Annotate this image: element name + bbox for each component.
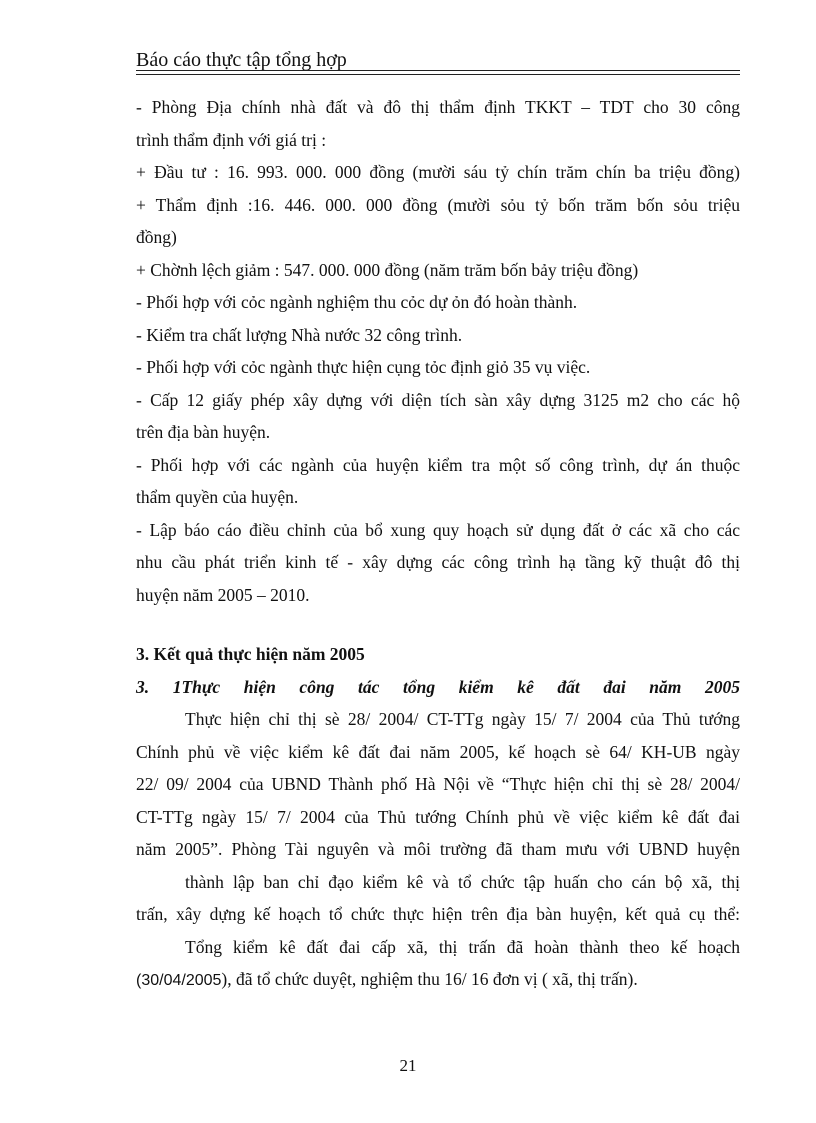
page-header: [136, 48, 740, 76]
body-text: 22/ 09/ 2004 của UBND Thành phố Hà Nội về “Thực hiện chỉ thị sè 28/ 2004/: [136, 774, 740, 794]
body-text: trấn, xây dựng kế hoạch tổ chức thực hiện trên địa bàn huyện, kết quả cụ thể:: [136, 904, 740, 924]
body-line: [136, 449, 740, 482]
subsection-heading-text: 3. 1Thực hiện công tác tổng kiểm kê đất đai năm 2005: [136, 676, 740, 697]
body-text: + Thẩm định :16. 446. 000. 000 đồng (mười sỏu tỷ bốn trăm bốn sỏu triệu: [136, 194, 740, 215]
body-line: [136, 866, 740, 899]
body-text: thành lập ban chỉ đạo kiểm kê và tổ chức tập huấn cho cán bộ xã, thị: [185, 871, 740, 892]
body-text: trên địa bàn huyện.: [136, 422, 271, 442]
body-text: - Phối hợp với các ngành của huyện kiểm tra một số công trình, dự án thuộc: [136, 454, 740, 475]
body-line: [136, 579, 740, 612]
body-text: CT-TTg ngày 15/ 7/ 2004 của Thủ tướng Chính phủ về việc kiểm kê đất đai: [136, 806, 740, 827]
body-line: [136, 833, 740, 866]
body-line: [136, 124, 740, 157]
body-text: huyện năm 2005 – 2010.: [136, 584, 310, 605]
body-text: năm 2005”. Phòng Tài nguyên và môi trường đã tham mưu với UBND huyện: [136, 839, 740, 859]
body-text: - Cấp 12 giấy phép xây dựng với diện tích sàn xây dựng 3125 m2 cho các hộ: [136, 389, 740, 410]
body-line: [136, 416, 740, 449]
body-line: [136, 319, 740, 352]
header-rule-thick: [136, 70, 740, 71]
body-line: [136, 384, 740, 417]
body-text: + Đầu tư : 16. 993. 000. 000 đồng (mười sáu tỷ chín trăm chín ba triệu đồng): [136, 162, 740, 182]
body-line: [136, 351, 740, 384]
paragraph-gap: [136, 611, 740, 638]
body-text: - Phối hợp với cỏc ngành thực hiện cụng tỏc định giỏ 35 vụ việc.: [136, 357, 591, 377]
subsection-heading: [136, 671, 740, 704]
body-text: - Kiểm tra chất lượng Nhà nước 32 công trình.: [136, 324, 463, 345]
section-heading: [136, 638, 740, 671]
body-text: - Phòng Địa chính nhà đất và đô thị thẩm định TKKT – TDT cho 30 công: [136, 97, 740, 117]
body-line: [136, 481, 740, 514]
body-line: [136, 963, 740, 996]
body-text: - Lập báo cáo điều chỉnh của bổ xung quy hoạch sử dụng đất ở các xã cho các: [136, 519, 740, 540]
body-line: [136, 736, 740, 769]
body-line: [136, 514, 740, 547]
body-text: nhu cầu phát triển kinh tế - xây dựng các công trình hạ tầng kỹ thuật đô thị: [136, 552, 740, 572]
body-line: [136, 91, 740, 124]
header-title: Báo cáo thực tập tổng hợp: [136, 49, 347, 71]
body-text: Tổng kiểm kê đất đai cấp xã, thị trấn đã hoàn thành theo kế hoạch: [185, 936, 740, 957]
body-line: [136, 156, 740, 189]
body-line: [136, 703, 740, 736]
body-line: [136, 286, 740, 319]
body-line: [136, 546, 740, 579]
body-line: [136, 801, 740, 834]
date-text: (30/04/2005: [136, 972, 222, 989]
body-text: - Phối hợp với cỏc ngành nghiệm thu cỏc dự ỏn đó hoàn thành.: [136, 292, 578, 312]
body-text: Chính phủ về việc kiểm kê đất đai năm 2005, kế hoạch sè 64/ KH-UB ngày: [136, 741, 740, 762]
section-heading-text: 3. Kết quả thực hiện năm 2005: [136, 644, 365, 664]
body-line: [136, 254, 740, 287]
body-line: [136, 189, 740, 222]
body-line: [136, 768, 740, 801]
body-text: trình thẩm định với giá trị :: [136, 129, 327, 150]
header-rule-thin: [136, 74, 740, 75]
body-text: + Chờnh lệch giảm : 547. 000. 000 đồng (năm trăm bốn bảy triệu đồng): [136, 259, 639, 280]
body-line: [136, 931, 740, 964]
page-number: 21: [399, 1056, 417, 1075]
body-text: Thực hiện chỉ thị sè 28/ 2004/ CT-TTg ngày 15/ 7/ 2004 của Thủ tướng: [185, 709, 740, 729]
body-text: đồng): [136, 227, 177, 247]
body-line: [136, 221, 740, 254]
document-body: [136, 91, 740, 996]
body-text: ), đã tổ chức duyệt, nghiệm thu 16/ 16 đơn vị ( xã, thị trấn).: [221, 969, 638, 989]
body-text: thẩm quyền của huyện.: [136, 487, 299, 507]
body-line: [136, 898, 740, 931]
